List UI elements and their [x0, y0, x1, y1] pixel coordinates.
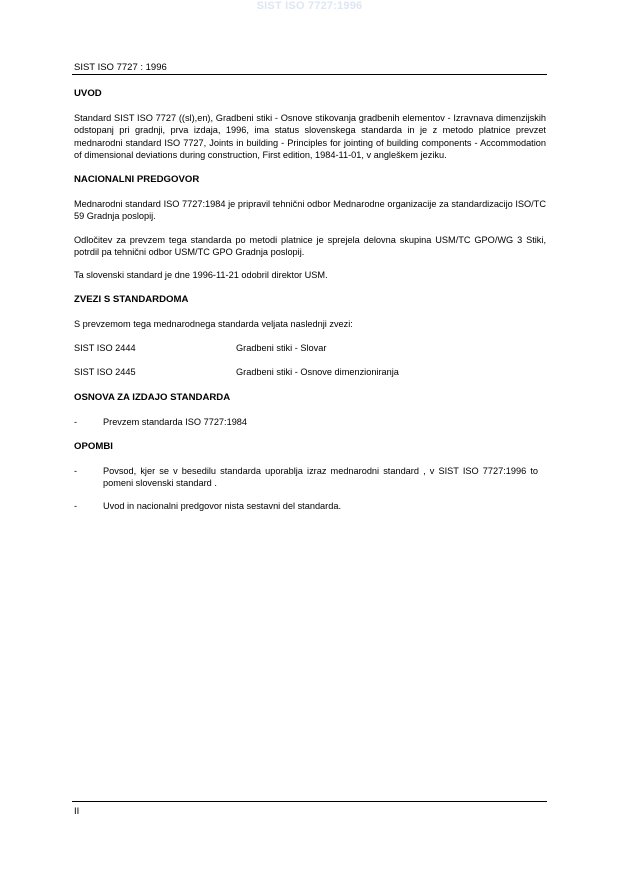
reference-row: [74, 342, 546, 354]
reference-title: Gradbeni stiki - Osnove dimenzioniranja: [236, 367, 399, 378]
list-item: [74, 465, 546, 490]
list-item-text: Prevzem standarda ISO 7727:1984: [103, 416, 248, 427]
predgovor-paragraph-1: Mednarodni standard ISO 7727:1984 je pripravil tehnični odbor Mednarodne organizacije za standardizacijo ISO/TC 59 Gradnja poslopij.: [74, 199, 546, 222]
section-heading-uvod: UVOD: [74, 88, 102, 99]
zvezi-intro: S prevzemom tega mednarodnega standarda veljata naslednji zvezi:: [74, 318, 353, 329]
predgovor-paragraph-2: Odločitev za prevzem tega standarda po metodi platnice je sprejela delovna skupina USM/TC GPO/WG 3 Stiki, potrdil pa tehnični odbor USM/TC GPO Gradnja poslopij.: [74, 234, 546, 258]
reference-code: SIST ISO 2445: [74, 367, 136, 378]
watermark: SIST ISO 7727:1996: [256, 0, 363, 12]
header-doc-id: SIST ISO 7727 : 1996: [74, 62, 167, 73]
uvod-paragraph: Standard SIST ISO 7727 ((sl),en), Gradbeni stiki - Osnove stikovanja gradbenih elementov - Izravnava dimenzijskih odstopanj pri gradnji, prva izdaja, 1996, ima status slovenskega standarda in je z metodo platnice prevzet mednarodni standard ISO 7727, Joints in building - Principles for jointing of building components - Accommodation of dimensional deviations during construction, First edition, 1984-11-01, v angleškem jeziku.: [74, 113, 546, 160]
page-number: II: [74, 806, 80, 817]
footer-rule: [72, 801, 547, 802]
list-item-text: Povsod, kjer se v besedilu standarda uporablja izraz mednarodni standard , v SIST ISO 7727:1996 to pomeni slovenski standard .: [103, 465, 538, 489]
header-rule: [72, 74, 547, 75]
list-dash: -: [74, 416, 78, 427]
reference-code: SIST ISO 2444: [74, 342, 136, 353]
list-dash: -: [74, 501, 78, 512]
document-body: [74, 88, 546, 524]
list-item: [74, 416, 546, 428]
section-heading-opombi: OPOMBI: [74, 440, 113, 452]
reference-title: Gradbeni stiki - Slovar: [236, 342, 327, 353]
list-item-text: Uvod in nacionalni predgovor nista sestavni del standarda.: [103, 501, 342, 512]
section-heading-osnova: OSNOVA ZA IZDAJO STANDARDA: [74, 391, 231, 403]
section-heading-zvezi: ZVEZI S STANDARDOMA: [74, 293, 189, 305]
reference-row: [74, 366, 546, 378]
list-item: [74, 500, 546, 512]
predgovor-paragraph-3: Ta slovenski standard je dne 1996-11-21 odobril direktor USM.: [74, 270, 328, 281]
section-heading-predgovor: NACIONALNI PREDGOVOR: [74, 174, 200, 186]
list-dash: -: [74, 465, 78, 476]
